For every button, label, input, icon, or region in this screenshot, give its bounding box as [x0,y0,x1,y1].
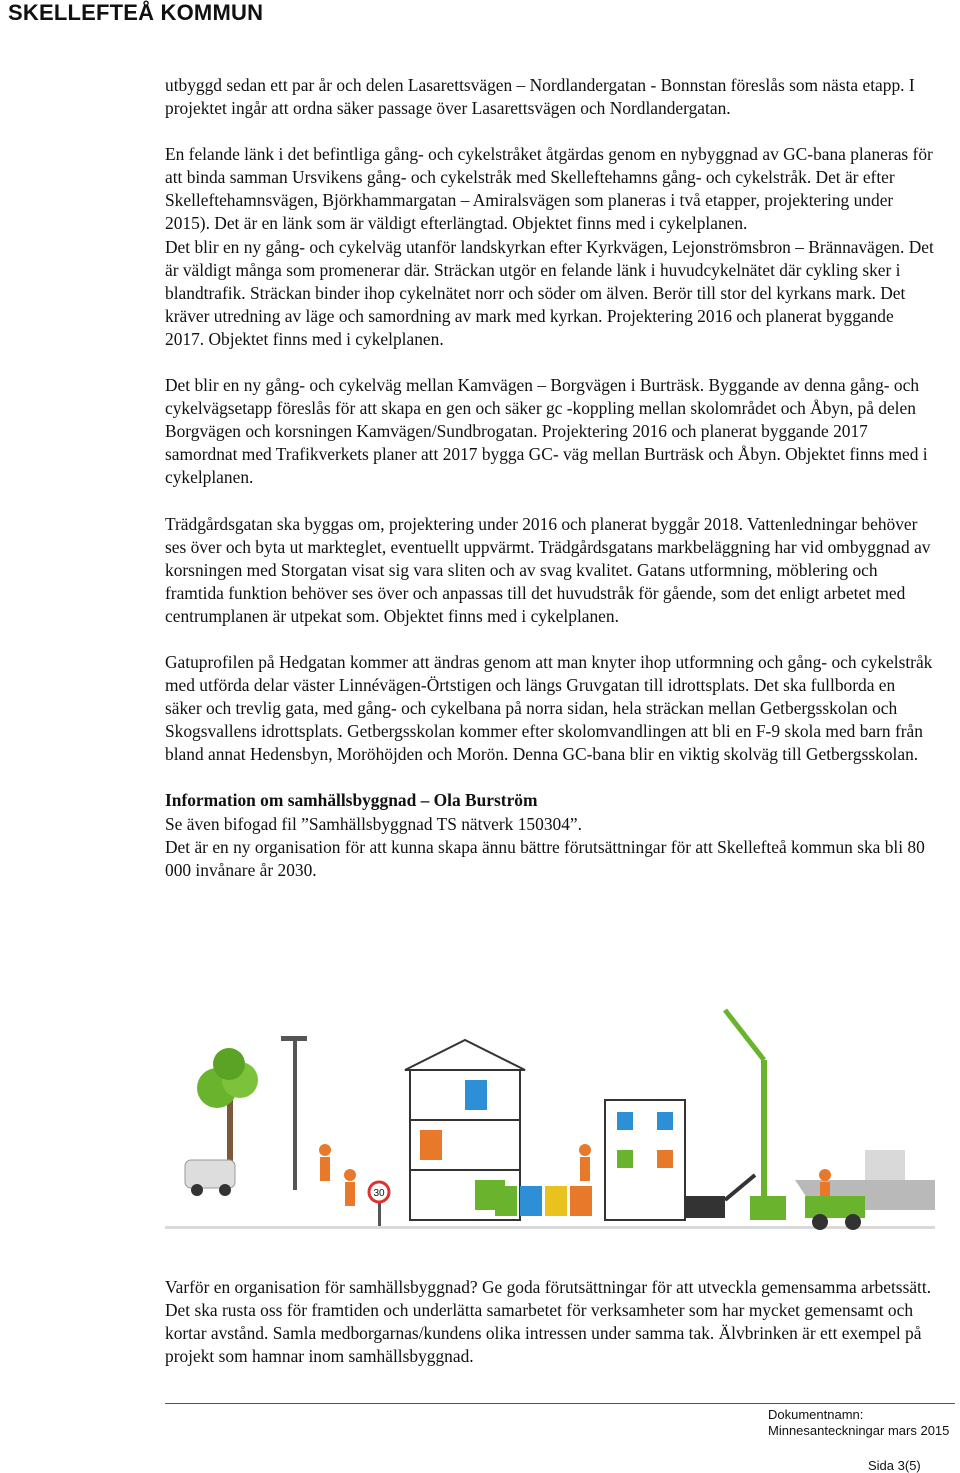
paragraph-skelleftehamn: En felande länk i det befintliga gång- och cykelstråket åtgärdas genom en nybyggnad av GC-bana planeras för att binda samman Ursvikens gång- och cykelstråk med Skelleftehamns gång- och cykelstråk. Det är efter Skelleftehamnsvägen, Björkhammargatan – Amiralsvägen som planeras i två etapper, projektering under 2015). Det är en länk som är väldigt efterlängtad. Objektet finns med i cykelplanen. [165,144,933,234]
paragraph-tradgardsgatan: Trädgårdsgatan ska byggas om, projektering under 2016 och planerat byggår 2018. Vattenledningar behöver ses över och byta ut markteglet, eventuellt uppvärmt. Trädgårdsgatans markbeläggning har vid ombyggnad av korsningen med Storgatan visat sig vara sliten och av svag kvalitet. Gatans utformning, möblering och framtida funktion behöver ses över och anpassas till det huvudstråk för gående, som det enligt arbetet med centrumplanen är utpekat som. Objektet finns med i cykelplanen. [165,513,931,626]
footer-doc-name: Minnesanteckningar mars 2015 [768,1423,950,1438]
tractor-icon [805,1196,865,1230]
crane-icon [725,1010,786,1220]
footer-doc-label: Dokumentnamn: [768,1407,864,1422]
footer-document-info [768,1407,949,1439]
tree-icon [197,1048,258,1170]
info-attachment-line: Se även bifogad fil ”Samhällsbyggnad TS nätverk 150304”. [165,813,582,834]
paragraph-burtrask: Det blir en ny gång- och cykelväg mellan Kamvägen – Borgvägen i Burträsk. Byggande av denna gång- och cykelvägsetapp föreslås för att skapa en gen och säker gc -koppling mellan skolområdet och Åbyn, på delen Borgvägen och korsningen Kamvägen/Sundbrogatan. Projektering 2016 och planerat byggande 2017 samordnat med Trafikverkets planer att 2017 bygga GC- väg mellan Burträsk och Åbyn. Objektet finns med i cykelplanen. [165,375,928,488]
community-building-illustration [165,1000,935,1232]
svg-text:30: 30 [373,1188,385,1199]
car-icon [185,1160,235,1196]
footer-divider [165,1403,955,1404]
excavator-icon [685,1175,755,1218]
paragraph-landskyrkan: Det blir en ny gång- och cykelväg utanför landskyrkan efter Kyrkvägen, Lejonströmsbron – Brännavägen. Det är väldigt många som promenerar där. Sträckan utgör en felande länk i huvudcykelnätet där cykling sker i blandtrafik. Sträckan binder ihop cykelnätet norr och söder om älven. Berör till stor del kyrkans mark. Det kräver utredning av läge och samordning av mark med kyrkan. Projektering 2016 och planerat byggande 2017. Objektet finns med i cykelplanen. [165,236,934,349]
recycling-bins-icon [495,1186,592,1216]
organization-header: SKELLEFTEÅ KOMMUN [8,0,264,25]
info-heading: Information om samhällsbyggnad – Ola Burström [165,790,538,811]
speed-sign-icon [369,1182,389,1226]
apartment-building-icon [605,1100,685,1220]
document-body [165,74,935,882]
street-lamp-icon [281,1036,307,1190]
page-number: Sida 3(5) [868,1458,921,1473]
paragraph-bonnstan: utbyggd sedan ett par år och delen Lasarettsvägen – Nordlandergatan - Bonnstan föreslås som nästa etapp. I projektet ingår att ordna säker passage över Lasarettsvägen och Nordlandergatan. [165,75,915,119]
paragraph-samhallsbyggnad: Varför en organisation för samhällsbyggnad? Ge goda förutsättningar för att utveckla gemensamma arbetssätt. Det ska rusta oss för framtiden och underlätta samarbetet för verksamheter som har mycket gemensamt och kortar avstånd. Samla medborgarnas/kundens olika intressen under samma tak. Älvbrinken är ett exempel på projekt som hamnar inom samhällsbyggnad. [165,1277,932,1367]
info-organization-line: Det är en ny organisation för att kunna skapa ännu bättre förutsättningar för att Skellefteå kommun ska bli 80 000 invånare år 2030. [165,836,925,880]
paragraph-hedgatan: Gatuprofilen på Hedgatan kommer att ändras genom att man knyter ihop utformning och gång- och cykelstråk med utförda delar väster Linnévägen-Örtstigen och längs Gruvgatan till idrottsplats. Det ska fullborda en säker och trevlig gata, med gång- och cykelbana på norra sidan, hela sträckan mellan Getbergsskolan och Skogsvallens idrottsplats. Getbergsskolan kommer efter skolomvandlingen att bli en F-9 skola med barn från bland annat Hedensbyn, Moröhöjden och Morön. Denna GC-bana blir en viktig skolväg till Getbergsskolan. [165,651,933,765]
document-body-lower [165,1276,935,1368]
